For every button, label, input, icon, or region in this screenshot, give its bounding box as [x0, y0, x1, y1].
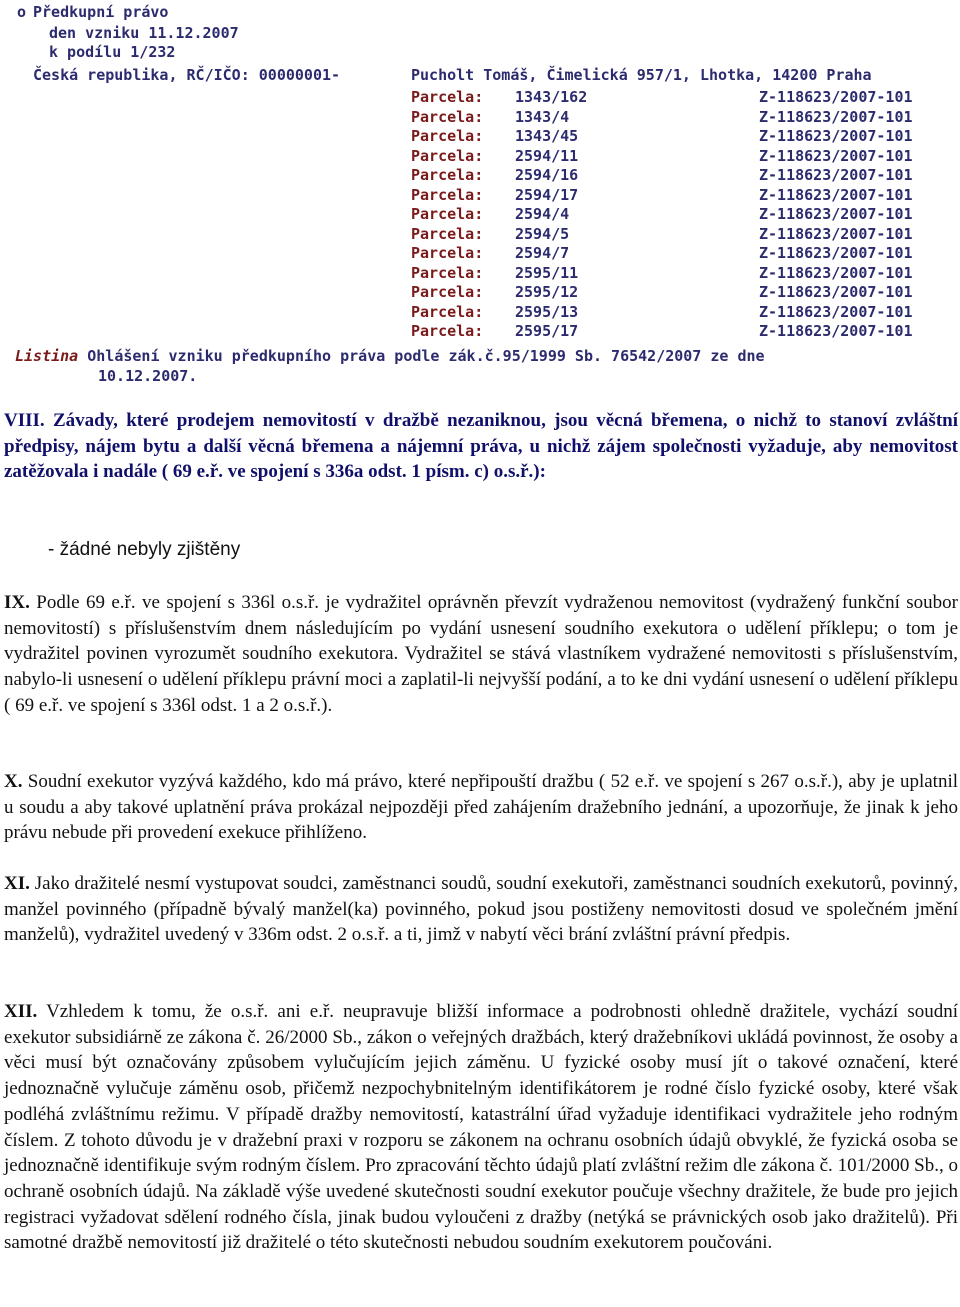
parcel-number: 1343/45	[515, 127, 579, 145]
land-registry-excerpt	[0, 0, 960, 392]
right-title: Předkupní právo	[33, 3, 169, 21]
parcel-row	[411, 303, 913, 321]
bullet-icon: o	[17, 3, 27, 21]
since-date: den vzniku 11.12.2007	[49, 24, 239, 42]
section-ix-text: Podle 69 e.ř. ve spojení s 336l o.s.ř. je vydražitel oprávněn převzít vydraženou nemovitost (vydražený funkční soubor nemovitostí) s příslušenstvím dnem následujícím po vydání usnesení soudního exekutora o udělení příklepu; o tom je vydražitel povinen vyrozumět soudního exekutora. Vydražitel se stává vlastníkem vydražené nemovitosti s příslušenstvím, nabylo-li usnesení o udělení příklepu právní moci a zaplatil-li nejvyšší podání, a to ke dni vydání usnesení o udělení příklepu ( 69 e.ř. ve spojení s 336l odst. 1 a 2 o.s.ř.).	[4, 592, 959, 716]
parcel-number: 1343/4	[515, 107, 570, 126]
parcel-ref: Z-118623/2007-101	[759, 107, 913, 126]
section-ix	[4, 590, 958, 719]
document-label: Listina	[15, 347, 79, 365]
section-x-label: X.	[4, 771, 23, 792]
section-xii	[4, 999, 958, 1256]
parcel-row	[411, 186, 913, 204]
parcel-label: Parcela:	[411, 302, 484, 321]
parcel-number: 2594/16	[515, 166, 579, 184]
section-xii-text: Vzhledem k tomu, že o.s.ř. ani e.ř. neupravuje bližší informace a podrobnosti ohledně dražitele, vychází soudní exekutor subsidiárně ze zákona č. 26/2000 Sb., zákon o veřejných dražbách, který dražebníkovi ukládá povinnost, že osoby a věci musí být označovány způsobem vylučujícím jejich záměnu. U fyzické osoby musí jít o takové označení, které jednoznačně vylučuje záměnu osob, přičemž nezpochybnitelným identifikátorem je rodné číslo fyzické osoby, které však podléhá zvláštnímu režimu. V případě dražby nemovitostí, katastrální úřad vyžaduje identifikaci vydražitele jeho rodným číslem. Z tohoto důvodu je v dražební praxi v rozporu se zákonem na ochranu osobních údajů obvyklé, že fyzická osoba se jednoznačně identifikuje svým rodným číslem. Pro zpracování těchto údajů platí zvláštní režim dle zákona č. 101/2000 Sb., o ochraně osobních údajů. Na základě výše uvedené skutečnosti soudní exekutor poučuje všechny dražitele, že bude pro jejich registraci vyžadovat sdělení rodného čísla, jinak budou vyloučeni z dražby (netýká se právnických osob jako dražitelů). Při samotné dražbě nemovitostí již dražitelé o této skutečnosti nebudou soudním exekutorem poučováni.	[4, 1001, 958, 1254]
parcel-row	[411, 225, 913, 243]
parcel-label: Parcela:	[411, 88, 484, 106]
parcel-number: 2595/12	[515, 283, 579, 301]
parcel-ref: Z-118623/2007-101	[759, 205, 913, 223]
right-holder: Česká republika, RČ/IČO: 00000001-	[33, 66, 341, 84]
parcel-number: 2595/11	[515, 263, 579, 282]
parcel-number: 2595/13	[515, 302, 579, 321]
parcel-ref: Z-118623/2007-101	[759, 224, 913, 243]
parcel-row	[411, 322, 913, 340]
parcel-row	[411, 127, 913, 145]
parcel-ref: Z-118623/2007-101	[759, 283, 913, 301]
section-x	[4, 769, 958, 846]
parcel-number: 2594/5	[515, 224, 570, 243]
beneficiary: Pucholt Tomáš, Čimelická 957/1, Lhotka, 14200 Praha	[411, 66, 872, 84]
parcel-number: 1343/162	[515, 88, 588, 106]
parcel-label: Parcela:	[411, 283, 484, 301]
parcel-label: Parcela:	[411, 185, 484, 204]
parcel-label: Parcela:	[411, 146, 484, 165]
parcel-label: Parcela:	[411, 263, 484, 282]
parcel-row	[411, 283, 913, 301]
parcel-row	[411, 88, 913, 106]
parcel-row	[411, 147, 913, 165]
parcel-label: Parcela:	[411, 127, 484, 145]
parcel-ref: Z-118623/2007-101	[759, 322, 913, 340]
section-x-text: Soudní exekutor vyzývá každého, kdo má právo, které nepřipouští dražbu ( 52 e.ř. ve spojení s 267 o.s.ř.), aby je uplatnil u soudu a aby takové uplatnění práva prokázal nejpozději před zahájením dražebního jednání, a upozorňuje, že jinak k jeho právu nebude při provedení exekuce přihlíženo.	[4, 771, 959, 844]
section-xi-label: XI.	[4, 873, 30, 894]
parcel-label: Parcela:	[411, 205, 484, 223]
parcel-ref: Z-118623/2007-101	[759, 127, 913, 145]
section-ix-label: IX.	[4, 592, 30, 613]
parcel-row	[411, 108, 913, 126]
section-xii-label: XII.	[4, 1001, 38, 1022]
parcel-ref: Z-118623/2007-101	[759, 302, 913, 321]
parcel-label: Parcela:	[411, 107, 484, 126]
parcel-ref: Z-118623/2007-101	[759, 146, 913, 165]
section-viii-item: - žádné nebyly zjištěny	[48, 539, 241, 560]
parcel-number: 2594/11	[515, 146, 579, 165]
parcel-row	[411, 205, 913, 223]
parcel-label: Parcela:	[411, 224, 484, 243]
document-text: Ohlášení vzniku předkupního práva podle zák.č.95/1999 Sb. 76542/2007 ze dne	[87, 347, 765, 365]
parcel-number: 2594/17	[515, 185, 579, 204]
parcel-number: 2595/17	[515, 322, 579, 340]
parcel-row	[411, 244, 913, 262]
parcel-label: Parcela:	[411, 244, 484, 262]
parcel-row	[411, 166, 913, 184]
parcel-ref: Z-118623/2007-101	[759, 244, 913, 262]
parcel-ref: Z-118623/2007-101	[759, 185, 913, 204]
section-xi	[4, 871, 958, 948]
parcel-ref: Z-118623/2007-101	[759, 166, 913, 184]
section-xi-text: Jako dražitelé nesmí vystupovat soudci, zaměstnanci soudů, soudní exekutoři, zaměstnanci soudních exekutorů, povinný, manžel povinného (případně bývalý manžel(ka) povinného, pokud jsou postiženy nemovitosti dosud ve společném jmění manželů), vydražitel uvedený v 336m odst. 2 o.s.ř. a ti, jimž v nabytí věci brání zvláštní právní předpis.	[4, 873, 958, 946]
document-date: 10.12.2007.	[98, 367, 198, 385]
parcel-label: Parcela:	[411, 166, 484, 184]
parcel-ref: Z-118623/2007-101	[759, 263, 913, 282]
parcel-label: Parcela:	[411, 322, 484, 340]
section-viii-heading: VIII. Závady, které prodejem nemovitostí v dražbě nezaniknou, jsou věcná břemena, o nichž to stanoví zvláštní předpisy, nájem bytu a další věcná břemena a nájemní práva, u nichž zájem společnosti vyžaduje, aby nemovitost zatěžovala i nadále ( 69 e.ř. ve spojení s 336a odst. 1 písm. c) o.s.ř.):	[4, 410, 958, 483]
parcel-number: 2594/7	[515, 244, 570, 262]
document-line	[15, 347, 765, 367]
parcel-number: 2594/4	[515, 205, 570, 223]
parcel-row	[411, 264, 913, 282]
parcel-ref: Z-118623/2007-101	[759, 88, 913, 106]
share: k podílu 1/232	[49, 43, 176, 61]
